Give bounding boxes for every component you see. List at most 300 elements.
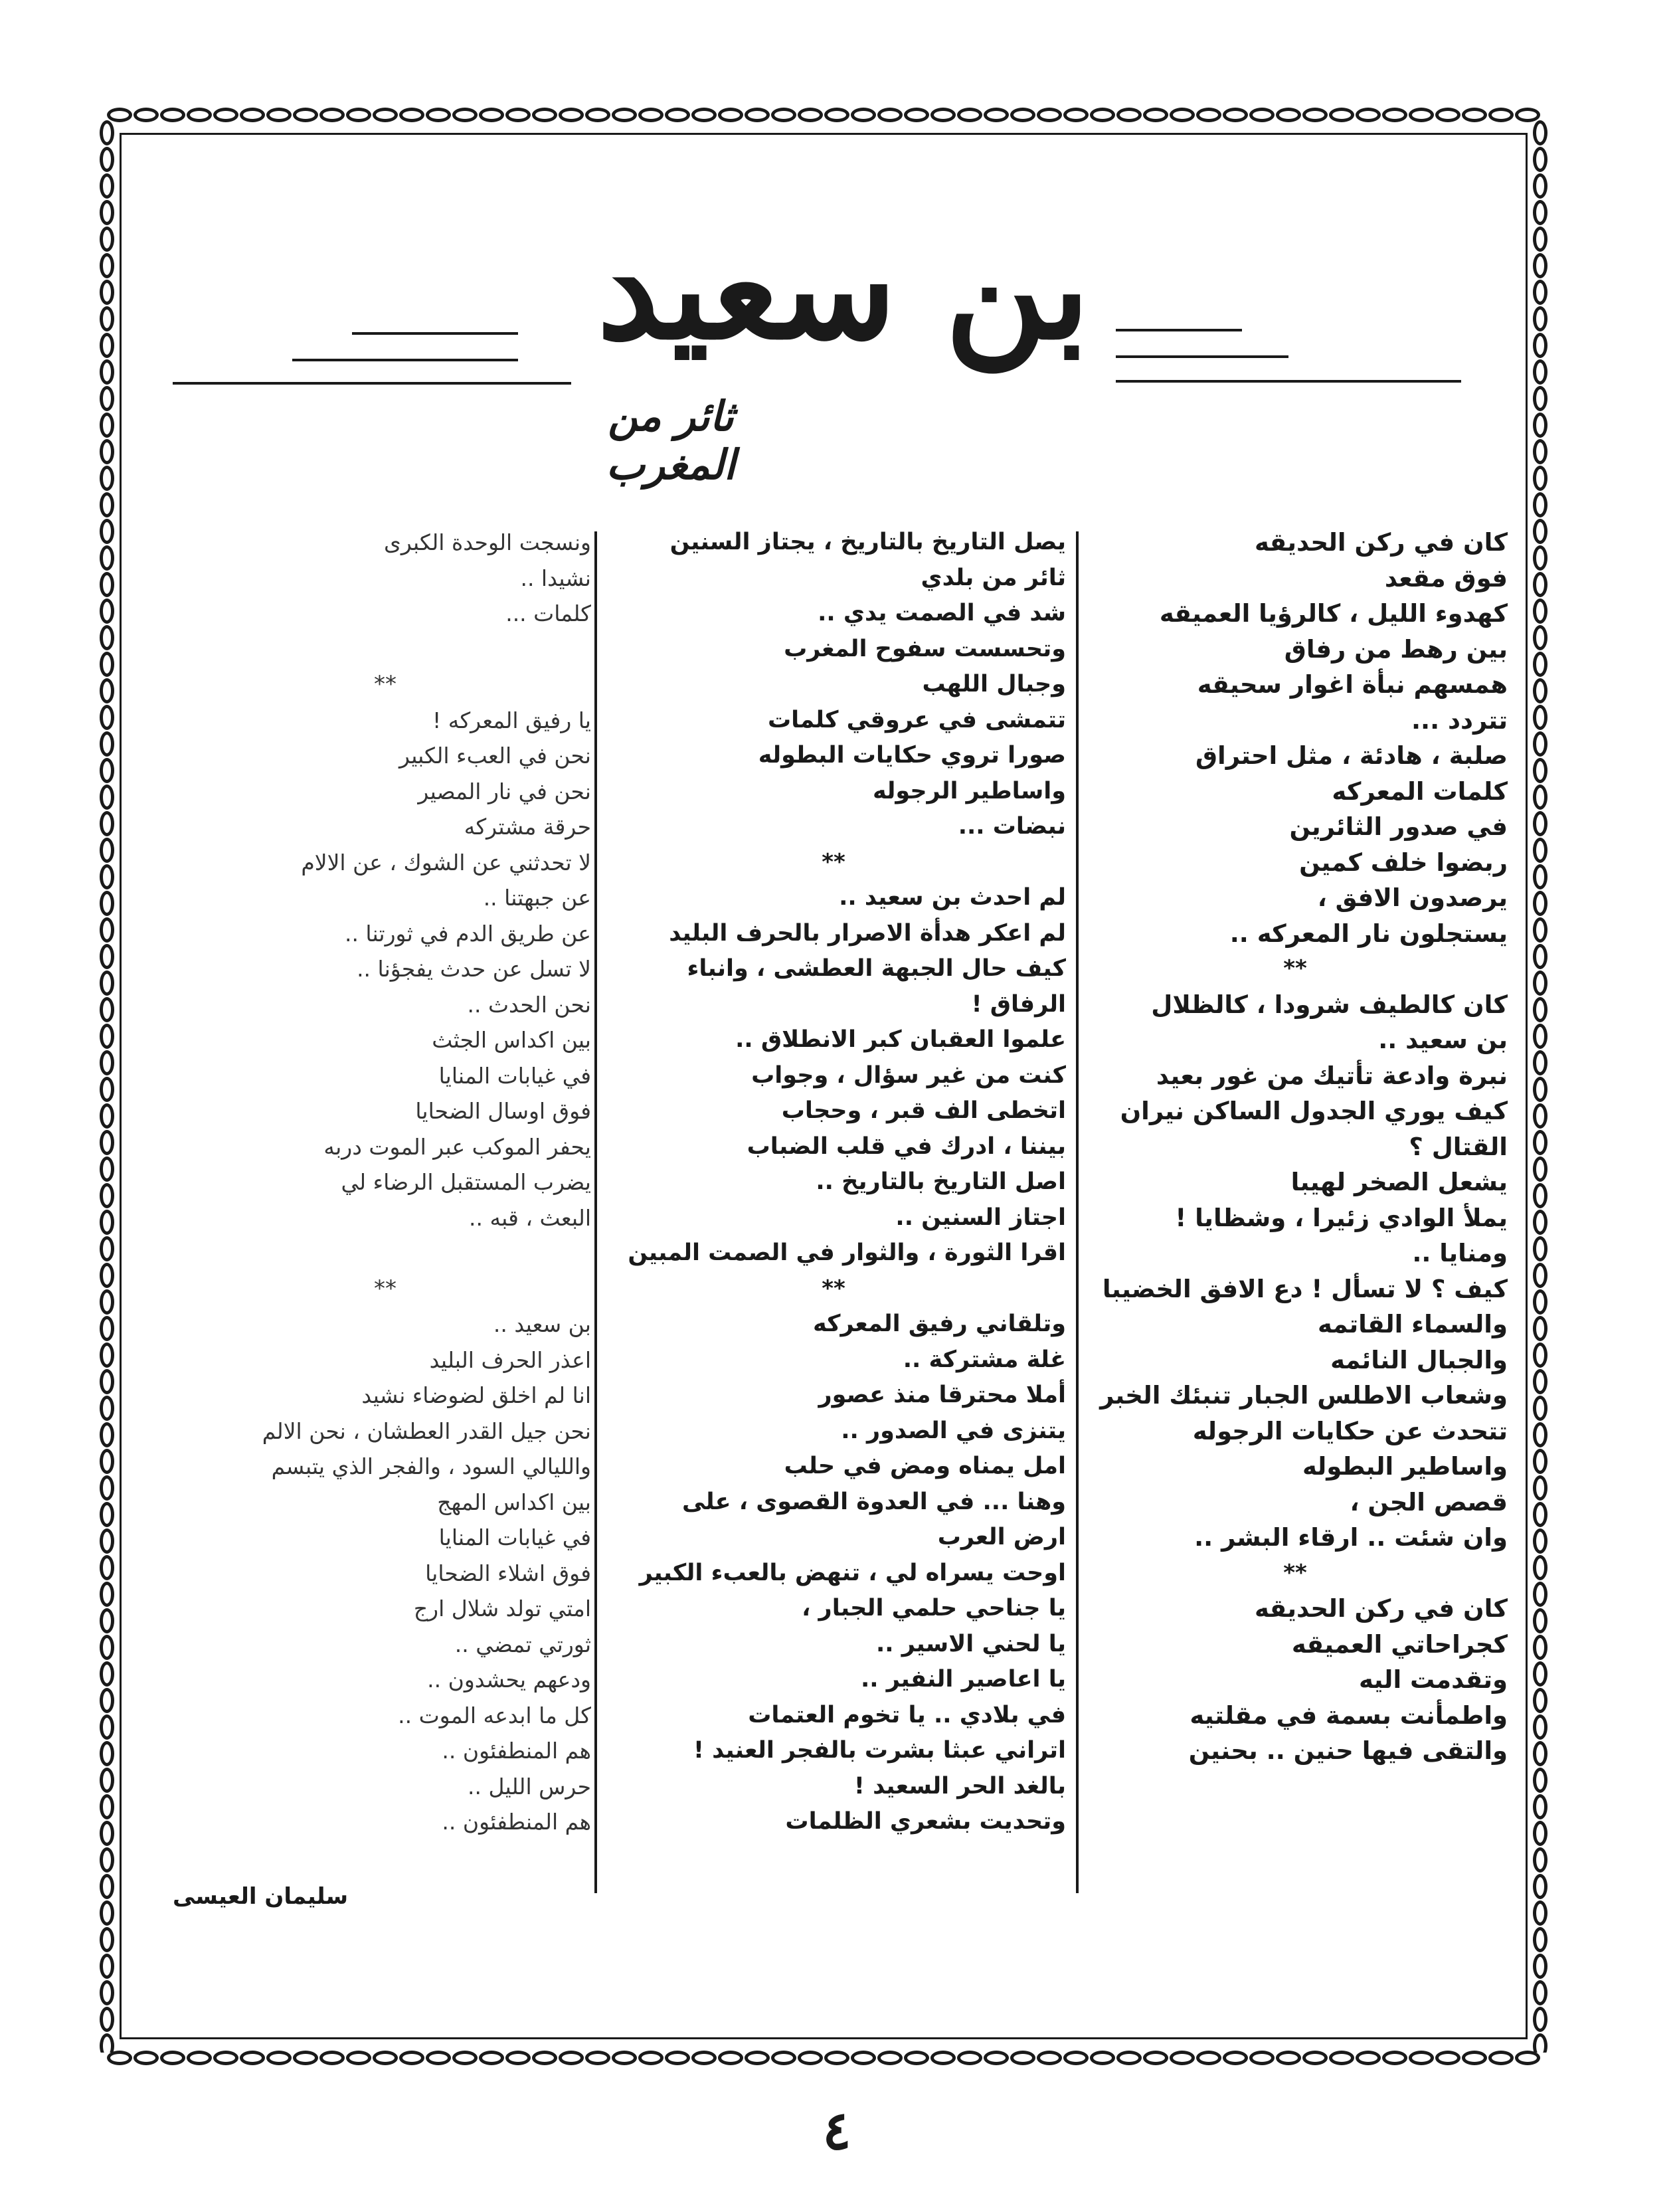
chain-link <box>1488 2051 1514 2065</box>
poem-line: قصص الجن ، <box>1350 1487 1508 1517</box>
poem-line: نحن الحدث .. <box>467 991 591 1018</box>
chain-link <box>1116 2051 1142 2065</box>
chain-link <box>1302 2051 1328 2065</box>
poem-line: هم المنطفئون .. <box>442 1809 591 1835</box>
chain-link <box>691 2051 717 2065</box>
chain-link <box>1533 1183 1547 1208</box>
chain-link <box>665 2051 690 2065</box>
chain-link <box>1533 1449 1547 1474</box>
chain-link <box>1533 147 1547 172</box>
chain-link <box>100 997 114 1022</box>
chain-link <box>1533 333 1547 358</box>
chain-link <box>904 2051 929 2065</box>
poem-line: واساطير الرجوله <box>873 777 1066 804</box>
chain-link <box>1382 2051 1407 2065</box>
chain-link <box>1533 439 1547 464</box>
chain-link <box>612 2051 637 2065</box>
chain-link <box>100 1130 114 1155</box>
chain-link <box>100 1210 114 1235</box>
poem-line: وجبال اللهب <box>922 671 1066 697</box>
chain-link <box>1435 108 1460 122</box>
poem-line: يرصدون الافق ، <box>1317 883 1508 912</box>
poem-line: ربضوا خلف كمين <box>1299 848 1508 877</box>
poem-line: يملأ الوادي زئيرا ، وشظايا ! <box>1175 1203 1508 1232</box>
chain-link <box>1533 545 1547 571</box>
chain-link <box>373 2051 398 2065</box>
poem-line: تتردد ... <box>1411 705 1508 735</box>
chain-link <box>930 108 956 122</box>
chain-link <box>1533 1582 1547 1607</box>
chain-link <box>1533 120 1547 145</box>
chain-link <box>718 2051 743 2065</box>
chain-link <box>399 108 424 122</box>
poem-line: ارض العرب <box>937 1524 1066 1550</box>
title-rule-left-2 <box>292 359 518 361</box>
poem-line: وتقدمت اليه <box>1359 1665 1508 1694</box>
chain-link <box>532 108 557 122</box>
chain-link <box>718 108 743 122</box>
chain-link <box>1533 970 1547 996</box>
chain-link <box>1533 1847 1547 1873</box>
poem-line: امل يمناه ومض في حلب <box>784 1453 1066 1479</box>
chain-link <box>1533 1103 1547 1129</box>
chain-link <box>1533 227 1547 252</box>
poem-line: اتراني عبثا بشرت بالفجر العنيد ! <box>693 1737 1066 1764</box>
chain-link <box>107 2051 132 2065</box>
poem-line: والسماء القاتمه <box>1318 1310 1508 1338</box>
chain-link <box>1462 108 1487 122</box>
poem-line: بالغد الحر السعيد ! <box>853 1772 1066 1799</box>
poem-line: صلبة ، هادئة ، مثل احتراق <box>1195 741 1508 770</box>
poem-line: الرفاق ! <box>971 990 1066 1018</box>
poem-line: بن سعيد .. <box>1378 1026 1508 1054</box>
chain-link <box>1533 413 1547 438</box>
chain-link <box>100 1582 114 1607</box>
chain-link <box>266 2051 292 2065</box>
poem-line: ثورتي تمضي .. <box>454 1631 591 1657</box>
chain-link <box>1249 2051 1275 2065</box>
chain-link <box>100 1555 114 1580</box>
chain-link <box>1533 1289 1547 1315</box>
chain-link <box>1533 572 1547 597</box>
chain-link <box>1533 1210 1547 1235</box>
chain-link <box>100 253 114 278</box>
chain-link <box>1533 1980 1547 2005</box>
chain-link <box>1533 758 1547 783</box>
poem-line: كان كالطيف شرودا ، كالظلال <box>1151 990 1508 1019</box>
poem-line: امتي تولد شلال ارج <box>413 1596 591 1621</box>
poem-line: ودعهم يحشدون .. <box>427 1667 591 1693</box>
chain-link <box>100 306 114 331</box>
poem-line: هم المنطفئون .. <box>442 1738 591 1764</box>
chain-link <box>100 280 114 305</box>
poem-line: كيف يوري الجدول الساكن نيران <box>1120 1097 1508 1125</box>
chain-link <box>559 108 584 122</box>
poem-line: وتحسست سفوح المغرب <box>784 635 1066 662</box>
chain-link <box>1037 108 1062 122</box>
poem-line: انا لم اخلق لضوضاء نشيد <box>361 1382 591 1408</box>
chain-link <box>1533 466 1547 491</box>
chain-link <box>851 108 876 122</box>
chain-link <box>100 492 114 517</box>
title-rule-left-3 <box>173 382 571 385</box>
chain-link <box>100 1794 114 1819</box>
chain-link <box>1533 2033 1547 2053</box>
chain-link <box>691 108 717 122</box>
chain-link <box>100 1528 114 1554</box>
chain-link <box>100 625 114 650</box>
poem-line: وشعاب الاطلس الجبار تنبئك الخبر <box>1100 1381 1508 1410</box>
chain-link <box>1276 108 1301 122</box>
chain-link <box>100 1502 114 1527</box>
chain-link <box>100 1927 114 1952</box>
chain-link <box>100 678 114 703</box>
chain-link <box>1037 2051 1062 2065</box>
chain-link <box>1010 2051 1035 2065</box>
chain-link <box>373 108 398 122</box>
chain-link <box>930 2051 956 2065</box>
poem-line: صورا تروي حكايات البطوله <box>758 742 1066 769</box>
chain-link <box>1143 2051 1168 2065</box>
chain-link <box>1533 1156 1547 1182</box>
chain-link <box>399 2051 424 2065</box>
chain-link <box>1533 1316 1547 1341</box>
poem-line: حرس الليل .. <box>468 1773 591 1799</box>
chain-link <box>984 2051 1009 2065</box>
chain-link <box>1533 731 1547 757</box>
poem-line: اعذر الحرف البليد <box>429 1346 591 1373</box>
chain-link <box>1533 1024 1547 1049</box>
poem-line: شد في الصمت يدي .. <box>818 600 1066 626</box>
chain-link <box>100 519 114 544</box>
chain-link <box>1533 1900 1547 1926</box>
chain-link <box>100 1342 114 1368</box>
poem-line: اوحت يسراه لي ، تنهض بالعبء الكبير <box>639 1559 1066 1586</box>
title-rule-right-3 <box>1116 380 1461 383</box>
chain-link <box>100 1236 114 1261</box>
chain-link <box>213 2051 238 2065</box>
chain-link <box>100 1183 114 1208</box>
chain-link <box>1329 2051 1354 2065</box>
author-signature: سليمان العيسى <box>173 1883 349 1910</box>
chain-link <box>100 1396 114 1421</box>
chain-link <box>426 2051 451 2065</box>
chain-link <box>1533 1050 1547 1075</box>
poem-line: بين اكداس المهج <box>437 1489 591 1515</box>
chain-link <box>1533 678 1547 703</box>
chain-link <box>1533 811 1547 836</box>
chain-link <box>1329 108 1354 122</box>
chain-link <box>1533 1263 1547 1288</box>
chain-link <box>851 2051 876 2065</box>
chain-link <box>240 2051 265 2065</box>
chain-link <box>877 108 903 122</box>
chain-link <box>638 108 663 122</box>
chain-link <box>904 108 929 122</box>
chain-link <box>1533 1714 1547 1740</box>
chain-link <box>1533 1475 1547 1501</box>
poem-line: وتلقاني رفيق المعركه <box>812 1311 1066 1337</box>
chain-link <box>452 2051 478 2065</box>
poem-line: نبضات ... <box>958 813 1066 840</box>
poem-line: في غيابات المنايا <box>438 1524 591 1550</box>
chain-link <box>100 120 114 145</box>
chain-link <box>346 108 371 122</box>
poem-line: اتخطى الف قبر ، وحجاب <box>781 1097 1066 1124</box>
poem-line: البعث ، قبه .. <box>468 1204 591 1231</box>
stanza-separator: ** <box>1283 1559 1307 1586</box>
chain-link <box>100 173 114 199</box>
chain-link <box>100 1874 114 1899</box>
chain-link <box>100 1449 114 1474</box>
chain-link <box>100 545 114 571</box>
poem-line: يشعل الصخر لهيبا <box>1290 1168 1508 1196</box>
chain-link <box>1533 599 1547 624</box>
poem-line: لا تحدثني عن الشوك ، عن الالام <box>301 849 591 876</box>
poem-line: فوق اوسال الضحايا <box>415 1098 591 1124</box>
chain-link <box>1533 1874 1547 1899</box>
chain-link <box>771 108 796 122</box>
title-rule-right-1 <box>1116 329 1242 331</box>
chain-link <box>100 1900 114 1926</box>
chain-link <box>1533 1502 1547 1527</box>
poem-line: عن طريق الدم في ثورتنا .. <box>344 920 591 947</box>
chain-link <box>1143 108 1168 122</box>
chain-link <box>100 466 114 491</box>
stanza-separator: ** <box>822 1275 845 1302</box>
chain-link <box>1533 1608 1547 1633</box>
poem-line: فوق اشلاء الضحايا <box>425 1560 591 1586</box>
chain-link <box>293 2051 318 2065</box>
poem-line: لا تسل عن حدث يفجؤنا .. <box>357 956 591 982</box>
poem-line: يحفر الموكب عبر الموت دربه <box>323 1133 591 1160</box>
chain-link <box>1533 1342 1547 1368</box>
stanza-separator: ** <box>1283 955 1307 982</box>
chain-link <box>266 108 292 122</box>
chain-link <box>100 917 114 943</box>
chain-link <box>100 359 114 385</box>
poem-line: ونسجت الوحدة الكبرى <box>384 529 591 555</box>
chain-link <box>1533 1927 1547 1952</box>
page-subtitle: ثائر من المغرب <box>606 392 736 489</box>
chain-link <box>100 2033 114 2053</box>
poem-line: كيف ؟ لا تسأل ! دع الافق الخضيبا <box>1102 1274 1508 1303</box>
chain-link <box>1409 108 1434 122</box>
chain-link <box>1533 1821 1547 1846</box>
poem-line: كهدوء الليل ، كالرؤيا العميقه <box>1159 599 1508 628</box>
chain-link <box>187 108 212 122</box>
chain-link <box>1533 784 1547 810</box>
chain-link <box>1533 917 1547 943</box>
chain-link <box>1533 1369 1547 1394</box>
poem-line: اصل التاريخ بالتاريخ .. <box>816 1168 1066 1195</box>
chain-link <box>100 227 114 252</box>
chain-link <box>1170 2051 1195 2065</box>
poem-column-right <box>1083 525 1508 1769</box>
chain-link <box>1010 108 1035 122</box>
chain-link <box>1533 944 1547 969</box>
title-rule-left-1 <box>352 332 518 335</box>
chain-link <box>1533 1422 1547 1447</box>
chain-link <box>745 108 770 122</box>
chain-link <box>1533 1741 1547 1766</box>
chain-link <box>100 333 114 358</box>
poem-line: اقرا الثورة ، والثوار في الصمت المبين <box>628 1240 1066 1266</box>
poem-line: كان في ركن الحديقه <box>1255 528 1508 557</box>
chain-link <box>1409 2051 1434 2065</box>
stanza-separator: ** <box>374 671 397 697</box>
poem-line: كيف حال الجبهة العطشى ، وانباء <box>687 955 1066 982</box>
chain-link <box>100 1475 114 1501</box>
chain-link <box>1533 838 1547 863</box>
chain-link <box>1533 625 1547 650</box>
chain-link <box>100 572 114 597</box>
poem-line: القتال ؟ <box>1409 1132 1508 1161</box>
poem-line: ومنايا .. <box>1412 1239 1508 1267</box>
chain-link <box>957 108 982 122</box>
chain-link <box>100 147 114 172</box>
poem-line: نحن في العبء الكبير <box>399 743 591 769</box>
poem-line: كلمات ... <box>505 600 591 626</box>
chain-link <box>1249 108 1275 122</box>
chain-link <box>1515 2051 1540 2065</box>
chain-link <box>100 811 114 836</box>
chain-link <box>824 2051 849 2065</box>
chain-link <box>100 1263 114 1288</box>
poem-line: ثائر من بلدي <box>921 564 1066 591</box>
chain-link <box>1196 108 1221 122</box>
poem-line: حرقة مشتركه <box>464 814 591 840</box>
poem-line: واساطير البطوله <box>1302 1452 1508 1481</box>
chain-link <box>877 2051 903 2065</box>
column-divider-left <box>594 531 597 1893</box>
chain-link <box>1170 108 1195 122</box>
chain-link <box>293 108 318 122</box>
poem-line: كلمات المعركه <box>1332 777 1508 806</box>
border-chain-left <box>98 120 116 2053</box>
poem-column-left <box>179 525 591 1840</box>
chain-link <box>100 1847 114 1873</box>
chain-link <box>100 1077 114 1102</box>
chain-link <box>319 2051 345 2065</box>
chain-link <box>100 784 114 810</box>
chain-link <box>1533 1661 1547 1687</box>
chain-link <box>1533 200 1547 225</box>
chain-link <box>1533 1954 1547 1979</box>
poem-line: لم احدث بن سعيد .. <box>839 884 1066 911</box>
chain-link <box>100 838 114 863</box>
poem-line: همسهم نبأة اغوار سحيقه <box>1197 670 1508 699</box>
poem-line: والتقى فيها حنين .. بحنين <box>1188 1736 1508 1765</box>
chain-link <box>1533 173 1547 199</box>
chain-link <box>1356 108 1381 122</box>
chain-link <box>100 1316 114 1341</box>
poem-line: وهنا ... في العدوة القصوى ، على <box>681 1488 1066 1515</box>
chain-link <box>100 386 114 411</box>
poem-line <box>179 1236 591 1271</box>
stanza-separator: ** <box>374 1275 397 1302</box>
chain-link <box>1533 1794 1547 1819</box>
chain-link <box>1533 492 1547 517</box>
chain-link <box>798 2051 823 2065</box>
poem-line: نحن في نار المصير <box>418 778 591 804</box>
poem-line: يا لحني الاسير .. <box>875 1630 1066 1657</box>
chain-link <box>213 108 238 122</box>
chain-link <box>1116 108 1142 122</box>
chain-link <box>1090 2051 1115 2065</box>
chain-link <box>100 758 114 783</box>
chain-link <box>1533 1396 1547 1421</box>
chain-link <box>1533 1077 1547 1102</box>
poem-line: تتمشى في عروقي كلمات <box>768 706 1066 733</box>
chain-link <box>1533 359 1547 385</box>
poem-line: في صدور الثائرين <box>1289 812 1508 841</box>
poem-line: كل ما ابدعه الموت .. <box>398 1702 591 1728</box>
chain-link <box>1533 519 1547 544</box>
poem-line: أملا محترقا منذ عصور <box>818 1382 1066 1408</box>
poem-line: لم اعكر هدأة الاصرار بالحرف البليد <box>669 919 1066 947</box>
poem-line: فوق مقعد <box>1384 563 1508 593</box>
poem-line: بين رهط من رفاق <box>1284 634 1508 664</box>
chain-link <box>1382 108 1407 122</box>
chain-link <box>100 200 114 225</box>
poem-line: علموا العقبان كبر الانطلاق .. <box>735 1026 1066 1053</box>
border-chain-right <box>1532 120 1549 2053</box>
chain-link <box>1533 1688 1547 1713</box>
chain-link <box>100 731 114 757</box>
chain-link <box>1533 1635 1547 1660</box>
chain-link <box>160 108 185 122</box>
poem-line: والليالي السود ، والفجر الذي يتبسم <box>271 1453 591 1479</box>
chain-link <box>1063 108 1089 122</box>
chain-link <box>100 970 114 996</box>
chain-link <box>100 2007 114 2032</box>
chain-link <box>100 1369 114 1394</box>
chain-link <box>1223 108 1248 122</box>
poem-line: يتنزى في الصدور .. <box>841 1417 1066 1444</box>
page-title: بن سعيد <box>596 207 1091 371</box>
chain-link <box>426 108 451 122</box>
chain-link <box>585 108 610 122</box>
chain-link <box>100 599 114 624</box>
poem-line: بن سعيد .. <box>493 1311 591 1337</box>
poem-line: يا جناحي حلمي الجبار ، <box>802 1595 1066 1621</box>
chain-link <box>100 1608 114 1633</box>
chain-link <box>1533 386 1547 411</box>
chain-link <box>100 1768 114 1793</box>
chain-link <box>100 439 114 464</box>
stanza-separator: ** <box>822 848 845 876</box>
chain-link <box>100 1156 114 1182</box>
chain-link <box>612 108 637 122</box>
poem-line: نحن جيل القدر العطشان ، نحن الالم <box>262 1418 591 1444</box>
chain-link <box>505 2051 531 2065</box>
chain-link <box>824 108 849 122</box>
chain-link <box>1533 1528 1547 1554</box>
chain-link <box>160 2051 185 2065</box>
poem-line: كنت من غير سؤال ، وجواب <box>751 1061 1066 1089</box>
chain-link <box>479 2051 504 2065</box>
poem-line <box>179 632 591 668</box>
chain-link <box>187 2051 212 2065</box>
chain-link <box>100 1050 114 1075</box>
chain-link <box>798 108 823 122</box>
chain-link <box>1488 108 1514 122</box>
chain-link <box>100 1741 114 1766</box>
chain-link <box>1533 997 1547 1022</box>
chain-link <box>745 2051 770 2065</box>
poem-line: عن جبهتنا .. <box>483 885 591 911</box>
